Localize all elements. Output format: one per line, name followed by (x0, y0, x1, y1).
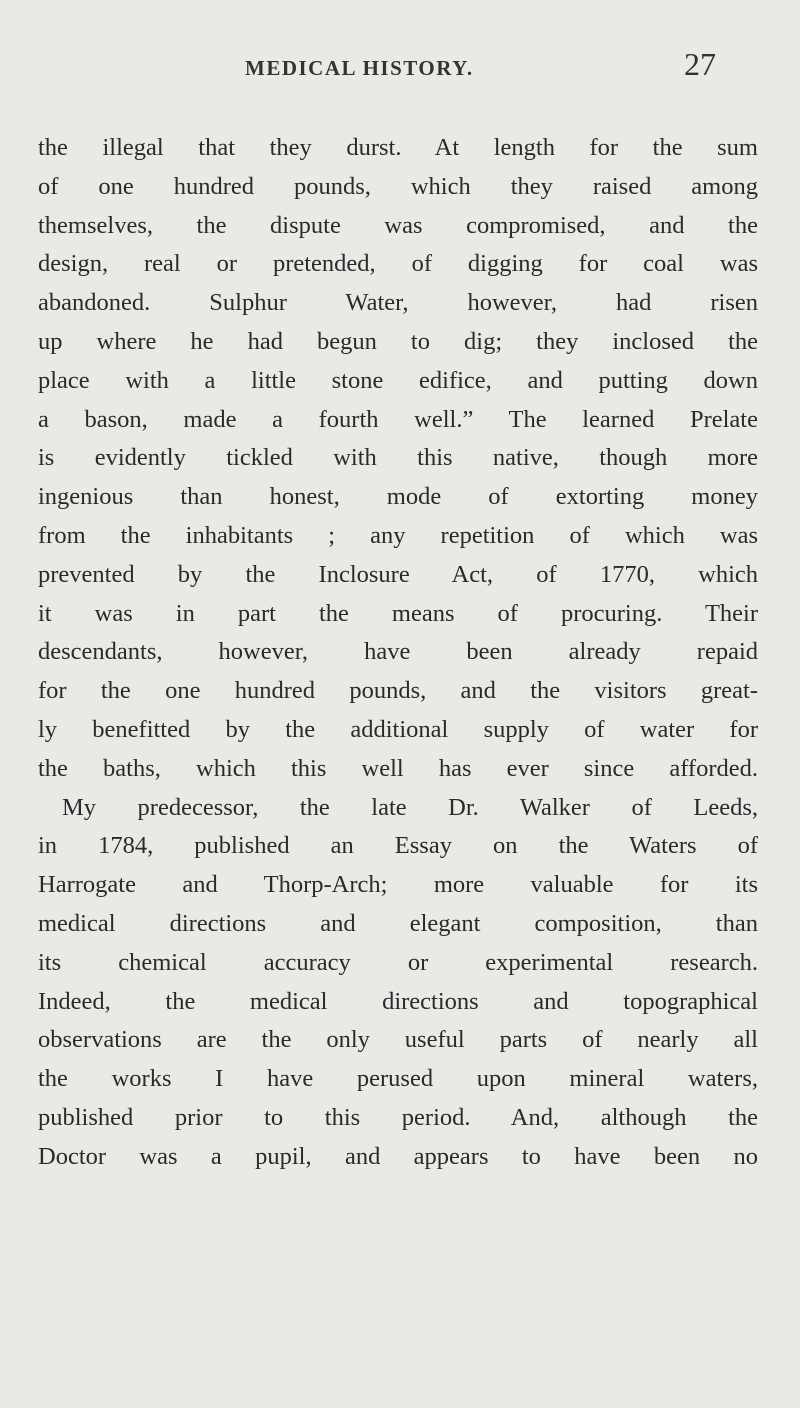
body-text (38, 129, 758, 1177)
text-line: a bason, made a fourth well.” The learned Prelate (38, 405, 758, 433)
text-line: ingenious than honest, mode of extorting money (38, 483, 758, 511)
text-line: of one hundred pounds, which they raised among (38, 172, 758, 200)
text-line: abandoned. Sulphur Water, however, had risen (38, 289, 758, 317)
text-line: the works I have perused upon mineral waters, (38, 1065, 758, 1093)
text-line: in 1784, published an Essay on the Waters of (38, 832, 758, 860)
running-head: MEDICAL HISTORY. (245, 56, 474, 80)
text-line: medical directions and elegant composition, than (38, 909, 758, 937)
text-line: it was in part the means of procuring. Their (38, 599, 758, 627)
text-line: its chemical accuracy or experimental research. (38, 948, 758, 976)
text-line: Harrogate and Thorp-Arch; more valuable for its (38, 871, 758, 899)
text-line: ly benefitted by the additional supply of water for (38, 715, 758, 743)
text-line: the illegal that they durst. At length for the sum (38, 134, 758, 161)
text-line: from the inhabitants ; any repetition of which was (38, 521, 758, 549)
text-line: for the one hundred pounds, and the visitors great- (38, 677, 758, 705)
text-line: Indeed, the medical directions and topographical (38, 987, 758, 1015)
text-line: prevented by the Inclosure Act, of 1770, which (38, 560, 758, 588)
text-line: descendants, however, have been already repaid (38, 638, 758, 666)
text-line: Doctor was a pupil, and appears to have been no (38, 1142, 758, 1170)
text-line: the baths, which this well has ever since afforded. (38, 754, 758, 782)
text-line: up where he had begun to dig; they inclosed the (38, 327, 758, 355)
text-line: is evidently tickled with this native, though more (38, 444, 758, 472)
text-line: observations are the only useful parts of nearly all (38, 1026, 758, 1054)
text-line: themselves, the dispute was compromised, and the (38, 211, 758, 239)
page-number: 27 (684, 46, 716, 82)
text-line: My predecessor, the late Dr. Walker of Leeds, (62, 793, 758, 821)
text-line: published prior to this period. And, although the (38, 1103, 758, 1131)
text-line: design, real or pretended, of digging for coal was (38, 250, 758, 278)
text-line: place with a little stone edifice, and putting down (38, 366, 758, 394)
